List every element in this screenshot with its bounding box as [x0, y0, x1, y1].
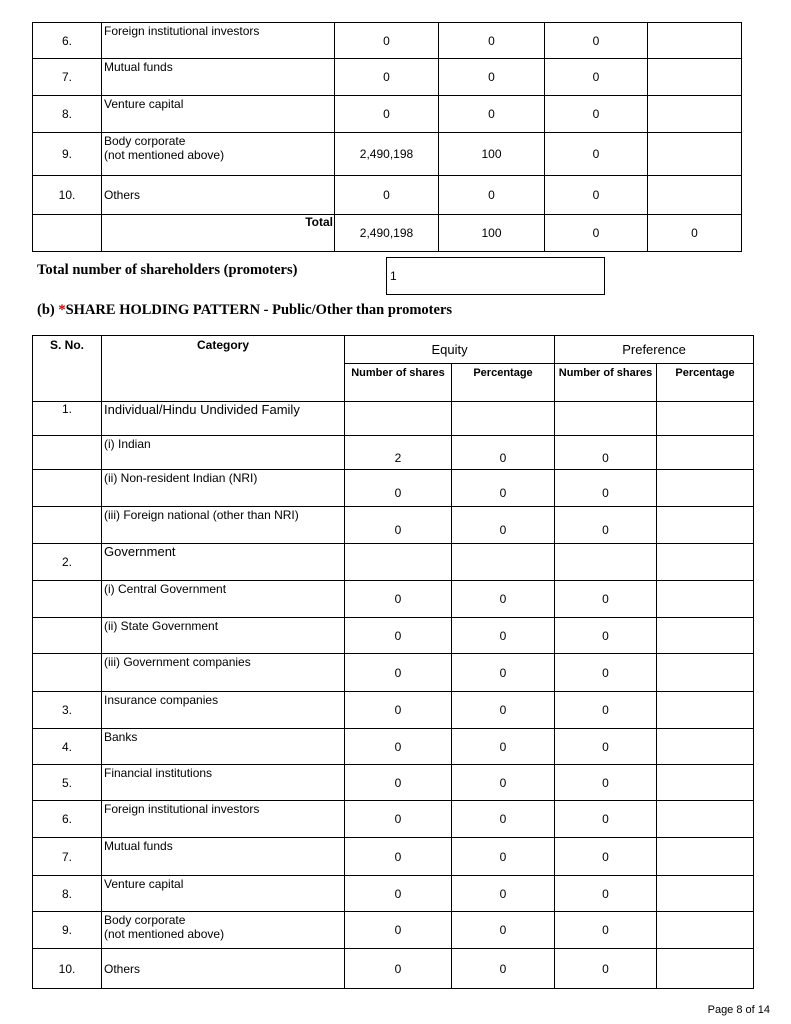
sno-cell: 6. [33, 801, 102, 838]
equity-header: Equity [345, 336, 555, 364]
equity-shares-cell: 0 [335, 96, 439, 133]
sno-cell: 3. [33, 692, 102, 729]
equity-shares-cell: 0 [345, 838, 452, 876]
equity-percentage-cell: 0 [452, 729, 555, 765]
equity-shares-cell [345, 544, 452, 581]
required-marker: * [58, 302, 66, 318]
preference-shares-cell: 0 [555, 765, 657, 801]
category-line: Body corporate [104, 134, 186, 148]
category-line: Individual/Hindu Undivided Family [104, 402, 300, 417]
equity-shares-cell: 0 [345, 912, 452, 949]
equity-percentage-cell: 0 [452, 507, 555, 544]
equity-percentage-cell: 0 [452, 838, 555, 876]
equity-shares-cell: 0 [345, 801, 452, 838]
preference-percentage-cell [648, 133, 742, 176]
equity-shares-cell: 0 [345, 618, 452, 654]
category-header: Category [102, 336, 345, 402]
sno-cell: 2. [33, 544, 102, 581]
category-cell [102, 470, 345, 507]
sno-cell [33, 581, 102, 618]
equity-percentage-cell: 0 [452, 618, 555, 654]
preference-percentage-cell [657, 507, 754, 544]
sno-cell [33, 470, 102, 507]
table-row [33, 23, 742, 59]
preference-percentage-cell [657, 544, 754, 581]
preference-shares-cell: 0 [555, 654, 657, 692]
public-shareholding-table [32, 335, 754, 989]
category-line: (ii) Non-resident Indian (NRI) [104, 471, 258, 485]
equity-shares-cell: 0 [335, 23, 439, 59]
total-sno-cell [33, 215, 102, 252]
preference-shares-cell: 0 [555, 507, 657, 544]
preference-percentage-cell [657, 470, 754, 507]
table-row [33, 581, 754, 618]
preference-shares-cell: 0 [555, 581, 657, 618]
preference-shares-cell: 0 [555, 801, 657, 838]
equity-percentage-cell: 0 [452, 581, 555, 618]
preference-percentage-cell [657, 436, 754, 470]
category-cell [102, 912, 345, 949]
sno-cell: 6. [33, 23, 102, 59]
section-b-prefix: (b) [37, 302, 59, 318]
category-line: (i) Indian [104, 437, 151, 451]
equity-percentage-cell: 0 [452, 801, 555, 838]
header-row [33, 336, 754, 364]
category-cell: Mutual funds [102, 59, 335, 96]
section-b-heading [37, 302, 452, 319]
equity-percentage-cell: 0 [452, 470, 555, 507]
table-row [33, 436, 754, 470]
sno-cell: 7. [33, 838, 102, 876]
equity-percentage-cell [452, 544, 555, 581]
table-row [33, 507, 754, 544]
sno-cell: 9. [33, 133, 102, 176]
preference-shares-cell: 0 [545, 176, 648, 215]
equity-shares-cell: 0 [345, 654, 452, 692]
preference-percentage-cell [657, 801, 754, 838]
table-row [33, 838, 754, 876]
equity-percentage-cell: 0 [452, 692, 555, 729]
sno-cell [33, 654, 102, 692]
category-cell [102, 654, 345, 692]
category-line: (not mentioned above) [104, 927, 225, 941]
total-label: Total [102, 215, 335, 252]
equity-percentage-cell: 0 [439, 176, 545, 215]
equity-percentage-cell: 0 [452, 765, 555, 801]
equity-percentage-cell: 0 [452, 912, 555, 949]
sno-cell [33, 436, 102, 470]
equity-percentage-cell: 0 [439, 23, 545, 59]
sno-cell: 9. [33, 912, 102, 949]
category-cell [102, 436, 345, 470]
total-equity-percentage: 100 [439, 215, 545, 252]
table-row [33, 133, 742, 176]
sno-cell: 8. [33, 96, 102, 133]
equity-percentage-cell [452, 402, 555, 436]
category-line: Body corporate [104, 913, 186, 927]
preference-percentage-cell [648, 59, 742, 96]
equity-percentage-cell: 0 [452, 436, 555, 470]
sno-cell: 10. [33, 949, 102, 989]
preference-shares-cell: 0 [555, 618, 657, 654]
category-line: (iii) Foreign national (other than NRI) [104, 508, 299, 522]
sno-cell: 5. [33, 765, 102, 801]
equity-shares-cell: 0 [345, 876, 452, 912]
total-shareholders-label: Total number of shareholders (promoters) [37, 262, 298, 278]
equity-percentage-header: Percentage [452, 364, 555, 402]
preference-percentage-cell [657, 729, 754, 765]
category-cell: Foreign institutional investors [102, 23, 335, 59]
category-cell [102, 507, 345, 544]
category-line: (iii) Government companies [104, 655, 251, 669]
total-equity-shares: 2,490,198 [335, 215, 439, 252]
equity-shares-cell: 2,490,198 [335, 133, 439, 176]
preference-shares-cell: 0 [545, 96, 648, 133]
preference-shares-cell: 0 [555, 692, 657, 729]
sno-cell: 10. [33, 176, 102, 215]
preference-shares-cell [555, 544, 657, 581]
equity-shares-cell: 0 [345, 470, 452, 507]
equity-shares-cell: 0 [335, 176, 439, 215]
equity-shares-cell: 2 [345, 436, 452, 470]
preference-percentage-cell [648, 23, 742, 59]
table-row [33, 176, 742, 215]
preference-percentage-cell [648, 96, 742, 133]
preference-percentage-cell [657, 692, 754, 729]
sno-cell: 1. [33, 402, 102, 436]
equity-percentage-cell: 0 [452, 654, 555, 692]
category-cell [102, 838, 345, 876]
equity-percentage-cell: 100 [439, 133, 545, 176]
preference-percentage-cell [648, 176, 742, 215]
table-row [33, 654, 754, 692]
preference-percentage-cell [657, 654, 754, 692]
category-cell [102, 729, 345, 765]
equity-percentage-cell: 0 [452, 949, 555, 989]
preference-percentage-cell [657, 765, 754, 801]
category-cell [102, 801, 345, 838]
category-line: Banks [104, 730, 138, 744]
category-line: Venture capital [104, 877, 184, 891]
table-row [33, 692, 754, 729]
preference-percentage-cell [657, 876, 754, 912]
category-line: (not mentioned above) [104, 148, 225, 162]
table-row [33, 912, 754, 949]
preference-shares-cell: 0 [555, 912, 657, 949]
preference-shares-cell: 0 [545, 133, 648, 176]
category-cell [102, 618, 345, 654]
preference-shares-cell: 0 [545, 59, 648, 96]
category-line: (ii) State Government [104, 619, 219, 633]
preference-shares-cell: 0 [555, 470, 657, 507]
preference-shares-cell: 0 [545, 23, 648, 59]
category-text: Others [104, 188, 141, 202]
equity-percentage-cell: 0 [439, 59, 545, 96]
equity-percentage-cell: 0 [452, 876, 555, 912]
table-row [33, 801, 754, 838]
preference-shares-cell: 0 [555, 729, 657, 765]
equity-shares-cell: 0 [345, 507, 452, 544]
category-cell [102, 544, 345, 581]
equity-shares-cell [345, 402, 452, 436]
equity-number-of-shares-header: Number of shares [345, 364, 452, 402]
category-line: Others [104, 961, 141, 976]
preference-percentage-cell [657, 581, 754, 618]
preference-shares-cell [555, 402, 657, 436]
category-line: Foreign institutional investors [104, 802, 260, 816]
table-row [33, 949, 754, 989]
table-row [33, 59, 742, 96]
equity-shares-cell: 0 [345, 765, 452, 801]
total-row [33, 215, 742, 252]
preference-shares-cell: 0 [555, 949, 657, 989]
sno-cell: 4. [33, 729, 102, 765]
preference-percentage-header: Percentage [657, 364, 754, 402]
preference-percentage-cell [657, 949, 754, 989]
preference-header: Preference [555, 336, 754, 364]
category-cell [102, 692, 345, 729]
category-cell [102, 176, 335, 215]
equity-shares-cell: 0 [345, 581, 452, 618]
table-row [33, 402, 754, 436]
table-row [33, 876, 754, 912]
table-row [33, 96, 742, 133]
equity-percentage-cell: 0 [439, 96, 545, 133]
equity-shares-cell: 0 [345, 949, 452, 989]
preference-percentage-cell [657, 402, 754, 436]
sno-cell: 8. [33, 876, 102, 912]
category-cell [102, 876, 345, 912]
preference-percentage-cell [657, 838, 754, 876]
total-preference-shares: 0 [545, 215, 648, 252]
category-line: (i) Central Government [104, 582, 227, 596]
sno-header: S. No. [33, 336, 102, 402]
sno-cell [33, 618, 102, 654]
category-cell: Venture capital [102, 96, 335, 133]
sno-cell [33, 507, 102, 544]
category-cell [102, 402, 345, 436]
table-row [33, 470, 754, 507]
preference-shares-cell: 0 [555, 838, 657, 876]
category-line: Financial institutions [104, 766, 213, 780]
category-line: Government [104, 544, 176, 559]
preference-percentage-cell [657, 912, 754, 949]
table-row [33, 618, 754, 654]
category-cell [102, 581, 345, 618]
table-row [33, 765, 754, 801]
page-number: Page 8 of 14 [707, 1004, 770, 1016]
section-b-title: SHARE HOLDING PATTERN - Public/Other than promoters [65, 302, 453, 318]
category-cell [102, 949, 345, 989]
preference-shares-cell: 0 [555, 876, 657, 912]
category-cell [102, 765, 345, 801]
sno-cell: 7. [33, 59, 102, 96]
category-line: Insurance companies [104, 693, 219, 707]
equity-shares-cell: 0 [345, 729, 452, 765]
category-cell [102, 133, 335, 176]
equity-shares-cell: 0 [345, 692, 452, 729]
equity-shares-cell: 0 [335, 59, 439, 96]
promoters-table [32, 22, 742, 252]
table-row [33, 729, 754, 765]
table-row [33, 544, 754, 581]
preference-number-of-shares-header: Number of shares [555, 364, 657, 402]
total-preference-percentage: 0 [648, 215, 742, 252]
preference-percentage-cell [657, 618, 754, 654]
preference-shares-cell: 0 [555, 436, 657, 470]
category-line: Mutual funds [104, 839, 173, 853]
total-shareholders-field[interactable]: 1 [386, 257, 605, 295]
